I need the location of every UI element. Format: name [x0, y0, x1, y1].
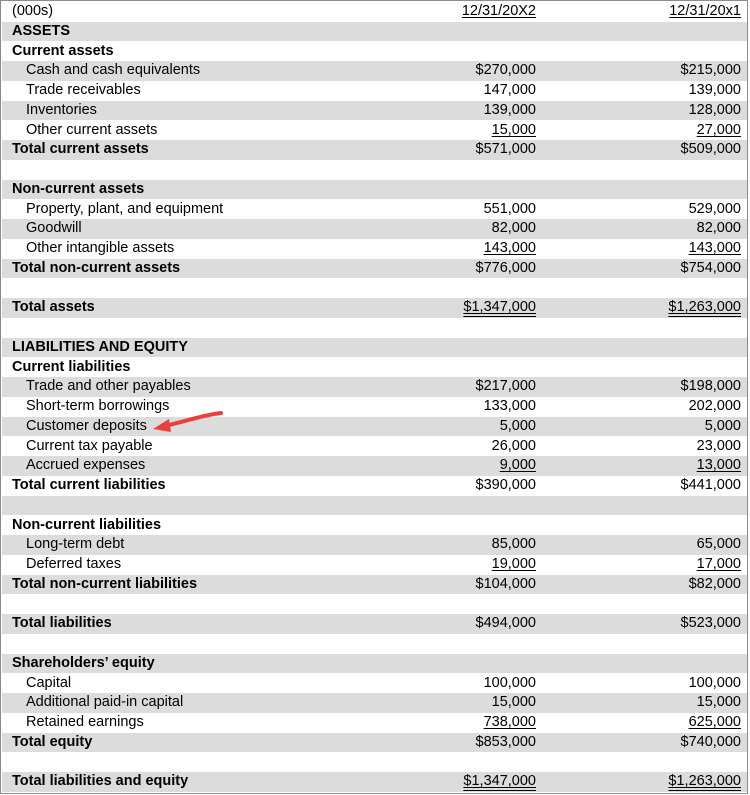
value-20x1: 202,000: [688, 398, 741, 415]
value-20x2: $390,000: [475, 477, 536, 494]
total-row: [2, 476, 747, 496]
total-row: [2, 772, 747, 792]
row-label: Accrued expenses: [26, 457, 146, 474]
subsection-heading-row: [2, 180, 747, 200]
row-label: Retained earnings: [26, 714, 144, 730]
value-20x1: 15,000: [696, 694, 741, 711]
row-label: Shareholders’ equity: [12, 654, 155, 671]
spacer-row: [2, 279, 747, 299]
value-20x2: $1,347,000: [463, 299, 536, 316]
value-20x2: 133,000: [483, 398, 536, 415]
spacer-row: [2, 496, 747, 516]
total-row: [2, 140, 747, 160]
value-20x1: 27,000: [696, 121, 741, 138]
line-item-row: [2, 101, 747, 121]
value-20x1: 139,000: [688, 82, 741, 98]
line-item-row: [2, 674, 747, 694]
value-20x1: $1,263,000: [668, 299, 741, 316]
value-20x2: $104,000: [475, 575, 536, 592]
value-20x2: 100,000: [483, 674, 536, 691]
row-label: Property, plant, and equipment: [26, 200, 224, 217]
row-label: Capital: [26, 674, 72, 691]
total-row: [2, 259, 747, 279]
line-item-row: [2, 239, 747, 259]
row-label: Current assets: [12, 42, 114, 59]
row-label: Customer deposits: [26, 417, 147, 434]
section-heading-row: [2, 338, 747, 358]
spacer-row: [2, 318, 747, 338]
value-20x2: 15,000: [491, 694, 536, 711]
spacer-row: [2, 160, 747, 180]
row-label: Trade receivables: [26, 82, 141, 98]
value-20x2: $217,000: [475, 378, 536, 395]
row-label: Total non-current liabilities: [12, 575, 198, 592]
value-20x2: 85,000: [491, 536, 536, 553]
row-label: Current tax payable: [26, 437, 153, 454]
subsection-heading-row: [2, 516, 747, 536]
row-label: Additional paid-in capital: [26, 694, 184, 711]
subsection-heading-row: [2, 654, 747, 674]
value-20x2: $270,000: [475, 62, 536, 79]
value-20x2: 26,000: [491, 437, 536, 454]
row-label: Other current assets: [26, 121, 158, 138]
value-20x2: 738,000: [483, 714, 536, 730]
subsection-heading-row: [2, 42, 747, 62]
row-label: Total assets: [12, 299, 95, 316]
section-heading-row: [2, 22, 747, 42]
row-label: ASSETS: [12, 22, 71, 39]
row-label: Current liabilities: [12, 358, 131, 375]
row-label: Goodwill: [26, 220, 82, 237]
value-20x2: $853,000: [475, 733, 536, 750]
value-20x2: 9,000: [499, 457, 536, 474]
spacer-row: [2, 753, 747, 773]
column-header-20x2: 12/31/20X2: [461, 3, 536, 19]
subsection-heading-row: [2, 358, 747, 378]
value-20x1: $523,000: [680, 615, 741, 632]
spacer-row: [2, 595, 747, 615]
value-20x1: 82,000: [696, 220, 741, 237]
units-label: (000s): [12, 3, 54, 19]
value-20x1: $215,000: [680, 62, 741, 79]
row-label: Non-current liabilities: [12, 516, 162, 533]
row-label: Total current assets: [12, 141, 149, 158]
header-row: [2, 2, 747, 22]
line-item-row: [2, 535, 747, 555]
line-item-row: [2, 121, 747, 141]
value-20x1: $441,000: [680, 477, 741, 494]
value-20x2: 139,000: [483, 101, 536, 118]
row-label: Deferred taxes: [26, 556, 122, 572]
row-label: Long-term debt: [26, 536, 125, 553]
row-label: Total non-current assets: [12, 259, 181, 276]
value-20x2: 551,000: [483, 200, 536, 217]
value-20x2: 147,000: [483, 82, 536, 98]
value-20x1: 17,000: [696, 556, 741, 572]
line-item-row: [2, 555, 747, 575]
row-label: LIABILITIES AND EQUITY: [12, 338, 188, 355]
value-20x1: 13,000: [696, 457, 741, 474]
line-item-row: [2, 437, 747, 457]
line-item-row: [2, 713, 747, 733]
line-item-row: [2, 200, 747, 220]
value-20x1: 65,000: [696, 536, 741, 553]
line-item-row: [2, 219, 747, 239]
value-20x2: 82,000: [491, 220, 536, 237]
total-row: [2, 298, 747, 318]
value-20x2: 143,000: [483, 240, 536, 257]
value-20x2: 19,000: [491, 556, 536, 572]
value-20x2: 5,000: [499, 417, 536, 434]
value-20x1: $754,000: [680, 259, 741, 276]
row-label: Inventories: [26, 101, 97, 118]
row-label: Trade and other payables: [26, 378, 191, 395]
value-20x1: 23,000: [696, 437, 741, 454]
value-20x1: $82,000: [688, 575, 741, 592]
value-20x2: $571,000: [475, 141, 536, 158]
row-label: Total liabilities and equity: [12, 773, 189, 790]
value-20x1: 625,000: [688, 714, 741, 730]
value-20x2: $1,347,000: [463, 773, 536, 790]
total-row: [2, 614, 747, 634]
total-row: [2, 575, 747, 595]
value-20x1: $509,000: [680, 141, 741, 158]
row-label: Short-term borrowings: [26, 398, 170, 415]
row-label: Non-current assets: [12, 180, 145, 197]
value-20x1: 529,000: [688, 200, 741, 217]
line-item-row: [2, 456, 747, 476]
line-item-row: [2, 397, 747, 417]
line-item-row: [2, 417, 747, 437]
row-label: Total current liabilities: [12, 477, 166, 494]
spacer-row: [2, 634, 747, 654]
value-20x1: $740,000: [680, 733, 741, 750]
value-20x2: $776,000: [475, 259, 536, 276]
value-20x1: 5,000: [704, 417, 741, 434]
value-20x1: 100,000: [688, 674, 741, 691]
row-label: Other intangible assets: [26, 240, 175, 257]
value-20x2: $494,000: [475, 615, 536, 632]
line-item-row: [2, 693, 747, 713]
value-20x1: 143,000: [688, 240, 741, 257]
line-item-row: [2, 81, 747, 101]
value-20x1: $198,000: [680, 378, 741, 395]
total-row: [2, 733, 747, 753]
row-label: Total equity: [12, 733, 93, 750]
row-label: Cash and cash equivalents: [26, 62, 201, 79]
row-label: Total liabilities: [12, 615, 112, 632]
value-20x1: $1,263,000: [668, 773, 741, 790]
line-item-row: [2, 61, 747, 81]
value-20x2: 15,000: [491, 121, 536, 138]
column-header-20x1: 12/31/20x1: [669, 3, 741, 19]
line-item-row: [2, 377, 747, 397]
value-20x1: 128,000: [688, 101, 741, 118]
